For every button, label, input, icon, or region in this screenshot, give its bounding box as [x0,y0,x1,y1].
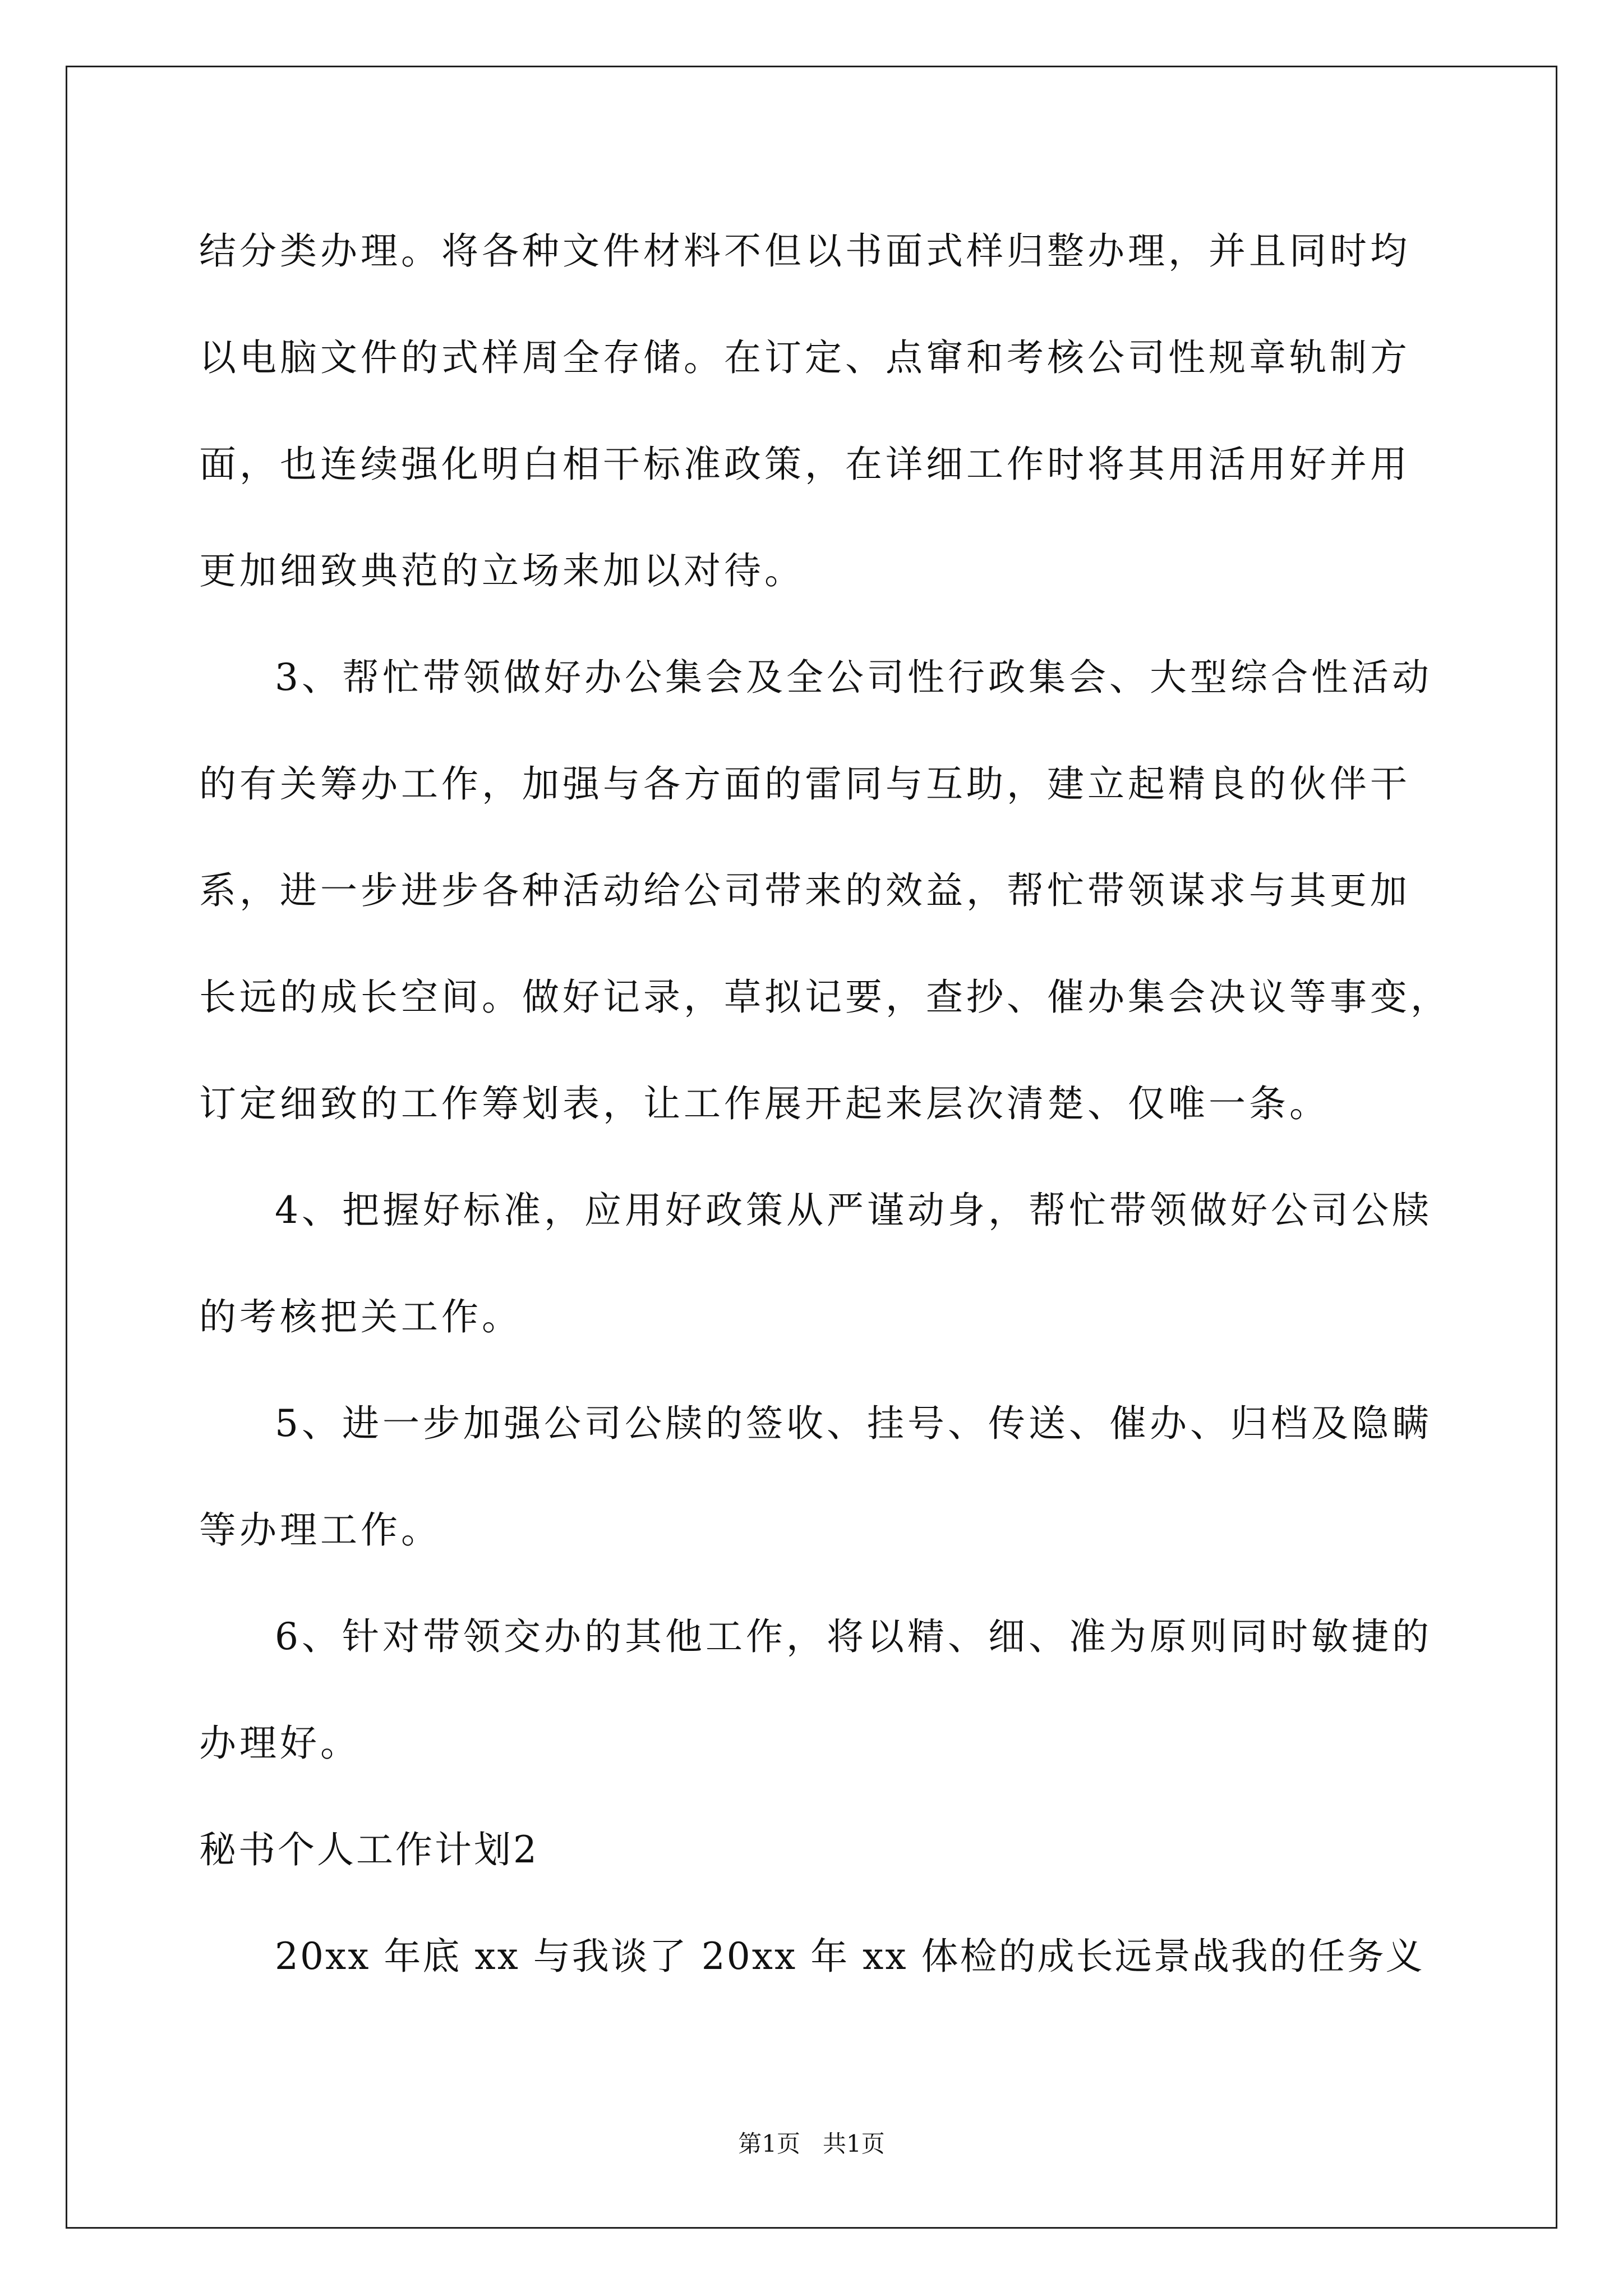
paragraph-start: 20xx 年底 xx 与我谈了 20xx 年 xx 体检的成长远景战我的任务义 [275,1935,1424,1978]
paragraph-4-start: 4、把握好标准，应用好政策从严谨动身，帮忙带领做好公司公牍 [275,1189,1432,1232]
page-footer: 第1页 共1页 [738,2130,885,2157]
paragraph-5-start: 5、进一步加强公司公牍的签收、挂号、传送、催办、归档及隐瞒 [275,1402,1432,1445]
body-text-line: 以电脑文件的式样周全存储。在订定、点窜和考核公司性规章轨制方 [199,336,1410,379]
paragraph-6-start: 6、针对带领交办的其他工作，将以精、细、准为原则同时敏捷的 [275,1615,1432,1658]
body-text-line: 的考核把关工作。 [199,1295,522,1338]
body-text-line: 订定细致的工作筹划表，让工作展开起来层次清楚、仅唯一条。 [199,1082,1330,1125]
section-heading: 秘书个人工作计划2 [199,1828,539,1871]
body-text-line: 等办理工作。 [199,1508,441,1552]
body-text-line: 的有关筹办工作，加强与各方面的雷同与互助，建立起精良的伙伴干 [199,762,1410,806]
paragraph-3-start: 3、帮忙带领做好办公集会及全公司性行政集会、大型综合性活动 [275,656,1432,699]
body-text-line: 办理好。 [199,1722,361,1765]
body-text-line: 系，进一步进步各种活动给公司带来的效益，帮忙带领谋求与其更加 [199,869,1410,912]
body-text-line: 更加细致典范的立场来加以对待。 [199,549,805,592]
page-border [66,66,1557,2229]
body-text-line: 结分类办理。将各种文件材料不但以书面式样归整办理，并且同时均 [199,229,1410,273]
body-text-line: 长远的成长空间。做好记录，草拟记要，查抄、催办集会决议等事变， [199,976,1451,1019]
body-text-line: 面，也连续强化明白相干标准政策，在详细工作时将其用活用好并用 [199,443,1410,486]
